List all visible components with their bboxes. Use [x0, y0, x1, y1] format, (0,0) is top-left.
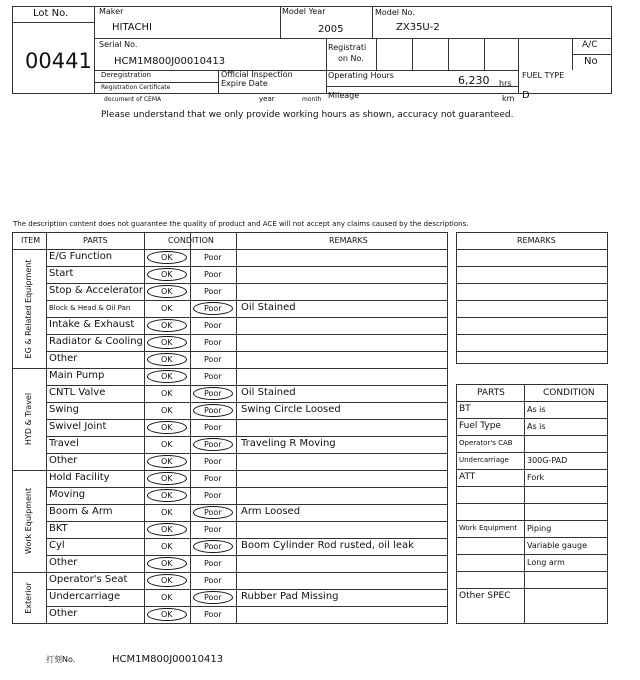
lot-number: 00441 [25, 49, 92, 73]
group-label: Work Equipment [24, 487, 33, 555]
poor-option: Poor [204, 287, 222, 296]
spec-part: Work Equipment [459, 524, 517, 532]
poor-circle-mark [193, 438, 233, 451]
part-name: Intake & Exhaust [49, 319, 135, 330]
poor-circle-mark [193, 506, 233, 519]
poor-option: Poor [204, 304, 222, 313]
working-hours-notice: Please understand that we only provide working hours as shown, accuracy not guaranteed. [101, 110, 514, 120]
ok-circle-mark [147, 285, 187, 298]
ok-option: OK [161, 389, 173, 398]
ok-circle-mark [147, 268, 187, 281]
condition-header: CONDITION [543, 388, 595, 398]
month-label: month [302, 96, 322, 103]
poor-option: Poor [204, 474, 222, 483]
serial-no-value: HCM1M800J00010413 [114, 56, 226, 67]
poor-option: Poor [204, 525, 222, 534]
ok-option: OK [161, 355, 173, 364]
km-unit: km [502, 94, 515, 103]
poor-circle-mark [193, 404, 233, 417]
row-remarks: Oil Stained [241, 387, 296, 398]
parts-header: PARTS [477, 388, 505, 398]
maker-value: HITACHI [112, 22, 152, 33]
ok-circle-mark [147, 472, 187, 485]
poor-option: Poor [204, 610, 222, 619]
year-label: year [259, 95, 275, 103]
ok-option: OK [161, 253, 173, 262]
ok-circle-mark [147, 523, 187, 536]
ok-circle-mark [147, 574, 187, 587]
poor-option: Poor [204, 253, 222, 262]
part-name: E/G Function [49, 251, 113, 262]
spec-condition: Fork [527, 473, 545, 482]
part-name: Travel [49, 438, 79, 449]
poor-option: Poor [204, 372, 222, 381]
spec-condition: Variable gauge [527, 541, 587, 550]
poor-circle-mark [193, 591, 233, 604]
maker-label: Maker [99, 7, 124, 16]
part-name: Moving [49, 489, 86, 500]
part-name: Other [49, 557, 78, 568]
poor-option: Poor [204, 559, 222, 568]
ok-circle-mark [147, 557, 187, 570]
model-no-value: ZX35U-2 [396, 22, 440, 33]
ok-option: OK [161, 491, 173, 500]
hrs-unit: hrs [499, 79, 512, 88]
ok-option: OK [161, 457, 173, 466]
spec-part: Undercarriage [459, 456, 509, 464]
part-name: BKT [49, 523, 68, 534]
registration-label-line2: on No. [338, 54, 364, 63]
part-name: Other [49, 353, 78, 364]
part-name: Start [49, 268, 74, 279]
ok-option: OK [161, 304, 173, 313]
poor-option: Poor [204, 542, 222, 551]
official-inspection-label: Official Inspection [221, 70, 293, 79]
group-label: EG & Related Equipment [24, 259, 33, 358]
header-box [12, 6, 612, 94]
spec-condition: As is [527, 405, 546, 414]
poor-circle-mark [193, 302, 233, 315]
poor-option: Poor [204, 338, 222, 347]
model-year-value: 2005 [318, 24, 344, 35]
ok-option: OK [161, 440, 173, 449]
row-remarks: Boom Cylinder Rod rusted, oil leak [241, 540, 414, 551]
part-name: Other [49, 455, 78, 466]
part-name: Other [49, 608, 78, 619]
part-name: Swing [49, 404, 79, 415]
ok-circle-mark [147, 370, 187, 383]
poor-option: Poor [204, 355, 222, 364]
serial-label: Serial No. [99, 40, 138, 49]
column-header-condition: CONDITION [168, 236, 214, 245]
part-name: Hold Facility [49, 472, 110, 483]
part-name: Block & Head & Oil Pan [49, 304, 131, 312]
poor-option: Poor [204, 508, 222, 517]
ok-option: OK [161, 423, 173, 432]
poor-option: Poor [204, 491, 222, 500]
part-name: Cyl [49, 540, 65, 551]
poor-option: Poor [204, 321, 222, 330]
ok-circle-mark [147, 319, 187, 332]
ok-circle-mark [147, 336, 187, 349]
document-cema-label: document of CEMA [104, 96, 162, 103]
part-name: Swivel Joint [49, 421, 107, 432]
deregistration-label: Deregistration [101, 71, 152, 79]
operating-hours-value: 6,230 [458, 74, 490, 87]
spec-condition: 300G-PAD [527, 456, 568, 465]
ok-option: OK [161, 287, 173, 296]
ac-value: No [584, 56, 598, 67]
ac-label: A/C [582, 40, 598, 50]
fuel-type-label: FUEL TYPE [522, 71, 565, 80]
spec-part: Operator's CAB [459, 439, 513, 447]
spec-part: Fuel Type [459, 421, 501, 431]
ok-circle-mark [147, 421, 187, 434]
mileage-label: Mileage [328, 91, 360, 100]
ok-option: OK [161, 406, 173, 415]
ok-circle-mark [147, 353, 187, 366]
ok-option: OK [161, 270, 173, 279]
row-remarks: Traveling R Moving [241, 438, 336, 449]
row-remarks: Oil Stained [241, 302, 296, 313]
poor-option: Poor [204, 440, 222, 449]
poor-option: Poor [204, 406, 222, 415]
part-name: Boom & Arm [49, 506, 113, 517]
ok-option: OK [161, 508, 173, 517]
ok-option: OK [161, 321, 173, 330]
part-name: Stop & Accelerator [49, 285, 144, 296]
ok-option: OK [161, 338, 173, 347]
model-year-label: Model Year [282, 7, 326, 16]
stamp-value: HCM1M800J00010413 [112, 654, 224, 665]
column-header-parts: PARTS [83, 236, 108, 245]
part-name: Undercarriage [49, 591, 121, 602]
operating-hours-label: Operating Hours [328, 71, 394, 80]
poor-option: Poor [204, 457, 222, 466]
part-name: Radiator & Cooling [49, 336, 143, 347]
ok-option: OK [161, 593, 173, 602]
spec-part: ATT [459, 472, 476, 482]
ok-circle-mark [147, 455, 187, 468]
ok-circle-mark [147, 251, 187, 264]
remarks-right-header: REMARKS [517, 236, 556, 245]
group-label: Exterior [24, 581, 33, 614]
poor-circle-mark [193, 387, 233, 400]
ok-circle-mark [147, 489, 187, 502]
poor-option: Poor [204, 389, 222, 398]
column-header-item: ITEM [21, 236, 41, 245]
spec-part: Other SPEC [459, 591, 511, 601]
poor-option: Poor [204, 593, 222, 602]
part-name: Operator's Seat [49, 574, 128, 585]
spec-condition: Long arm [527, 558, 565, 567]
spec-condition: As is [527, 422, 546, 431]
expire-date-label: Expire Date [221, 79, 268, 88]
row-remarks: Swing Circle Loosed [241, 404, 341, 415]
remarks-right-table [456, 232, 608, 364]
part-name: Main Pump [49, 370, 105, 381]
ok-option: OK [161, 474, 173, 483]
ok-option: OK [161, 576, 173, 585]
fuel-type-value: D [522, 90, 530, 101]
registration-label-line1: Registrati [328, 43, 367, 52]
ok-option: OK [161, 559, 173, 568]
row-remarks: Rubber Pad Missing [241, 591, 339, 602]
lot-label: Lot No. [33, 8, 69, 19]
disclaimer-text: The description content does not guarantee the quality of product and ACE will not accept any claims caused by the descriptions. [13, 220, 469, 228]
poor-option: Poor [204, 270, 222, 279]
part-name: CNTL Valve [49, 387, 106, 398]
registration-certificate-label: Registration Certificate [101, 84, 171, 91]
ok-circle-mark [147, 608, 187, 621]
model-no-label: Model No. [375, 8, 415, 17]
spec-condition: Piping [527, 524, 552, 533]
group-label: HYD & Travel [24, 392, 33, 446]
ok-option: OK [161, 525, 173, 534]
spec-part: BT [459, 404, 471, 414]
stamp-label: 打刻No. [46, 655, 76, 664]
poor-option: Poor [204, 576, 222, 585]
ok-option: OK [161, 542, 173, 551]
ok-option: OK [161, 610, 173, 619]
row-remarks: Arm Loosed [241, 506, 301, 517]
ok-option: OK [161, 372, 173, 381]
poor-option: Poor [204, 423, 222, 432]
column-header-remarks: REMARKS [329, 236, 368, 245]
poor-circle-mark [193, 540, 233, 553]
